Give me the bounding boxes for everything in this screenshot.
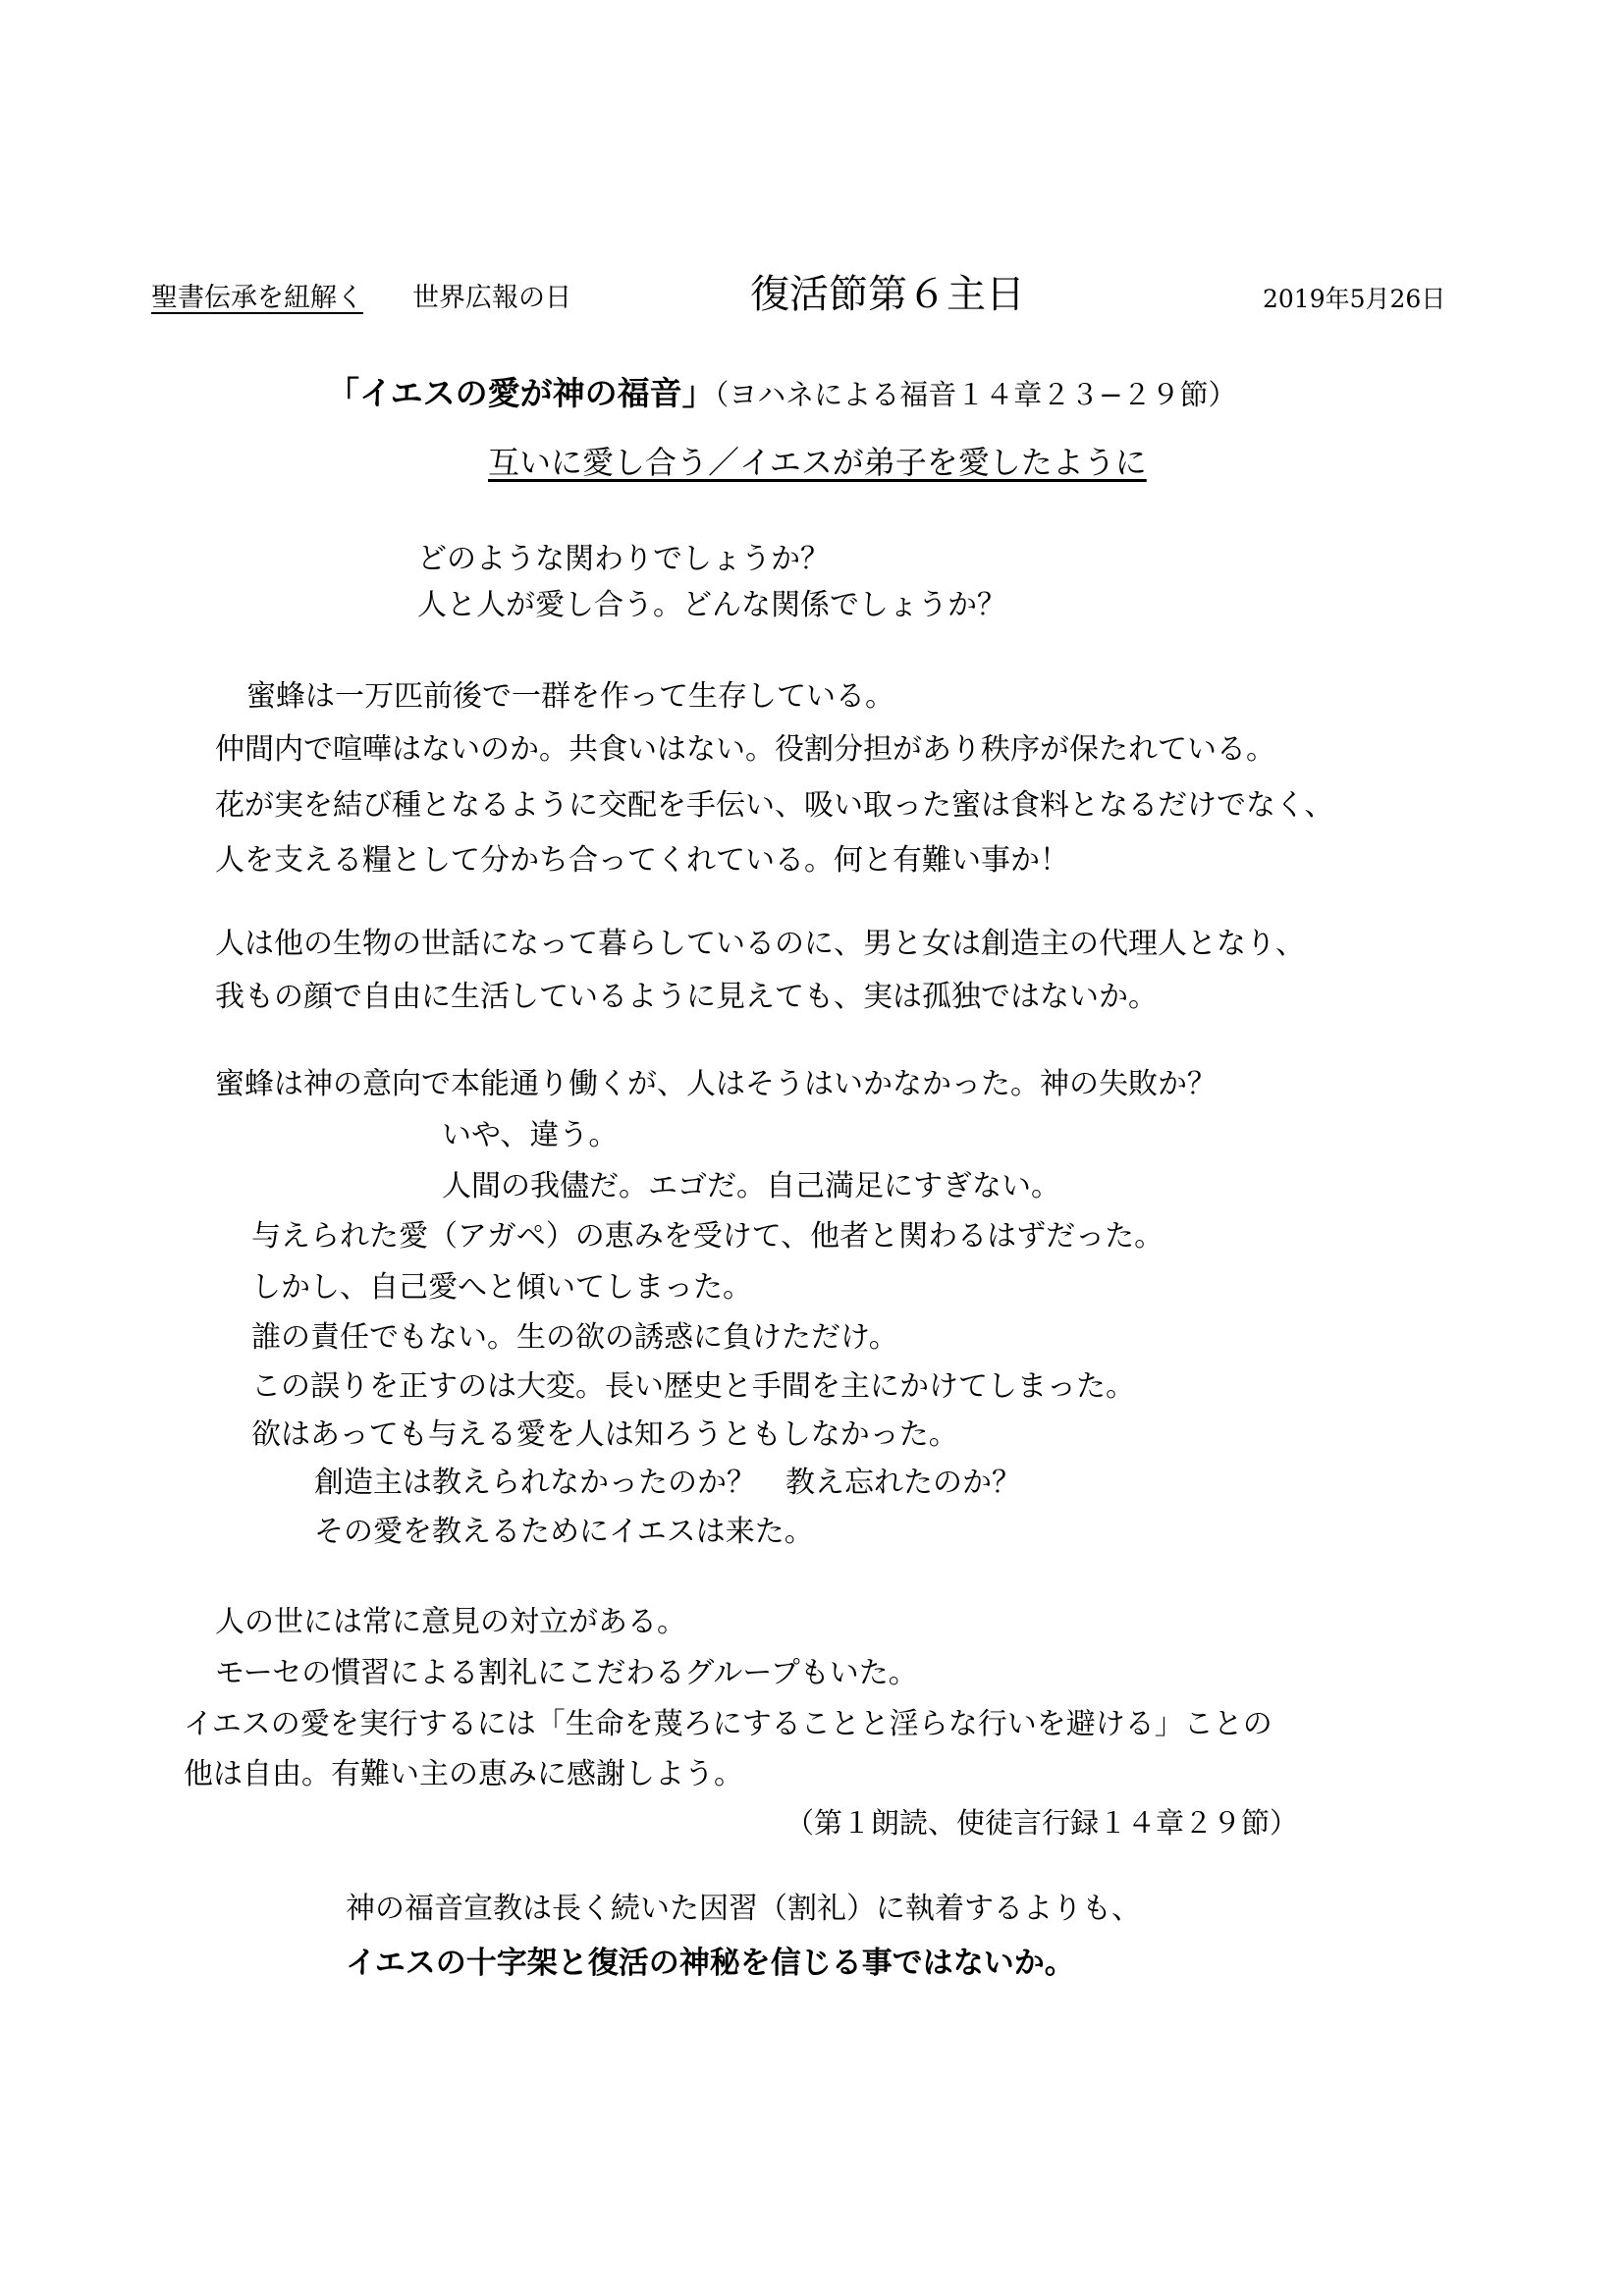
scripture-citation: （第１朗読、使徒言行録１４章２９節）: [785, 1806, 1299, 1840]
text-line: この誤りを正すのは大変。長い歴史と手間を主にかけてしまった。: [251, 1369, 1135, 1404]
text-line: 創造主は教えられなかったのか？ 教え忘れたのか？: [314, 1466, 1021, 1500]
text-line: 与えられた愛（アガペ）の恵みを受けて、他者と関わるはずだった。: [251, 1219, 1164, 1254]
text-line: 欲はあっても与える愛を人は知ろうともしなかった。: [251, 1417, 958, 1452]
text-line: いや、違う。: [442, 1118, 619, 1152]
text-line: 人間の我儘だ。エゴだ。自己満足にすぎない。: [442, 1169, 1060, 1203]
text-line: 蜜蜂は一万匹前後で一群を作って生存している。: [246, 679, 894, 714]
sermon-heading: [327, 374, 1237, 412]
text-line: 人は他の生物の世話になって暮らしているのに、男と女は創造主の代理人となり、: [215, 927, 1305, 961]
text-line: 蜜蜂は神の意向で本能通り働くが、人はそうはいかなかった。神の失敗か？: [215, 1067, 1217, 1101]
text-line: 人の世には常に意見の対立がある。: [215, 1605, 686, 1639]
date-label: 2019年5月26日: [1263, 285, 1446, 313]
series-label: 聖書伝承を紐解く: [151, 283, 363, 313]
scripture-reference: （ヨハネによる福音１４章２３−２９節）: [714, 378, 1237, 411]
text-line: 仲間内で喧嘩はないのか。共食いはない。役割分担があり秩序が保たれている。: [215, 732, 1275, 767]
text-line: 我もの顔で自由に生活しているように見えても、実は孤独ではないか。: [215, 980, 1158, 1014]
text-line: 誰の責任でもない。生の欲の誘惑に負けただけ。: [251, 1320, 898, 1355]
question-2: 人と人が愛し合う。どんな関係でしょうか？: [417, 588, 1006, 622]
text-line: 花が実を結び種となるように交配を手伝い、吸い取った蜜は食料となるだけでなく、: [215, 788, 1334, 823]
text-line: その愛を教えるためにイエスは来た。: [314, 1515, 814, 1549]
sermon-title: 「イエスの愛が神の福音」: [327, 374, 715, 412]
day-label: 世界広報の日: [412, 283, 571, 313]
text-line: モーセの慣習による割礼にこだわるグループもいた。: [215, 1656, 918, 1690]
closing-line-2: イエスの十字架と復活の神秘を信じる事ではないか。: [346, 1946, 1075, 1981]
closing-line-1: 神の福音宣教は長く続いた因習（割礼）に執着するよりも、: [346, 1892, 1141, 1926]
text-line: 他は自由。有難い主の恵みに感謝しよう。: [184, 1757, 743, 1791]
question-1: どのような関わりでしょうか？: [417, 542, 830, 576]
sermon-subtitle: 互いに愛し合う／イエスが弟子を愛したように: [488, 444, 1147, 481]
text-line: しかし、自己愛へと傾いてしまった。: [251, 1270, 752, 1305]
text-line: 人を支える糧として分かち合ってくれている。何と有難い事か！: [215, 843, 1069, 878]
page-title: 復活節第６主日: [750, 272, 1025, 317]
text-line: イエスの愛を実行するには「生命を蔑ろにすることと淫らな行いを避ける」ことの: [184, 1707, 1272, 1741]
